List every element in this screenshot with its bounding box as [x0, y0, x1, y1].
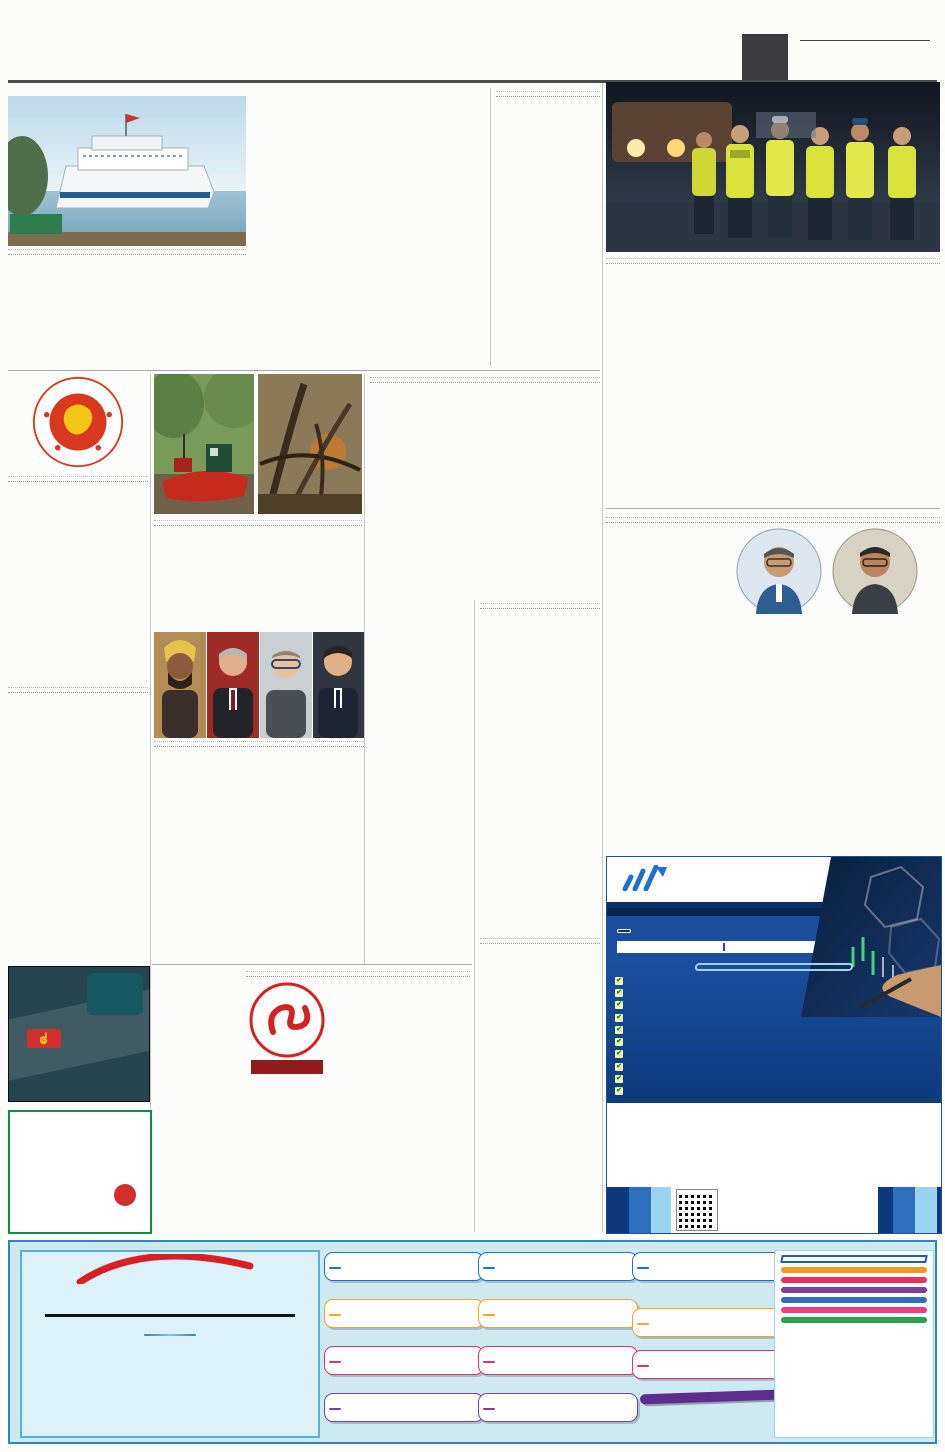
check-icon: ✔	[616, 1062, 622, 1070]
our-services-panel	[774, 1250, 934, 1438]
service-callcenter	[781, 1287, 927, 1293]
sharebarta-badge	[114, 1184, 136, 1206]
article-arrest-body	[606, 267, 940, 415]
branch-card	[478, 1393, 638, 1422]
ny-here	[617, 929, 631, 933]
article-eid-byline	[8, 687, 148, 693]
canada-candidates-photo	[154, 632, 364, 738]
branch-card	[632, 1252, 792, 1281]
article-orion-byline	[480, 938, 600, 944]
article-orion	[480, 935, 600, 1161]
ny-service-item	[615, 1036, 933, 1048]
moshihor-ad-panel	[8, 1240, 937, 1444]
salam-group-logo	[247, 980, 327, 1076]
article-ship-body	[8, 266, 488, 338]
govt-seal	[32, 376, 124, 468]
article-taskforce-byline	[496, 91, 600, 97]
check-icon: ✔	[616, 1086, 622, 1094]
article-munshiganj-byline	[370, 377, 600, 383]
article-bcs-byline	[8, 476, 148, 482]
hand-cursor-icon: ☝	[37, 1033, 51, 1045]
article-fire-body	[154, 529, 362, 555]
article-navana	[480, 600, 600, 852]
article-igp	[606, 514, 940, 764]
article-munshiganj-body	[370, 386, 600, 528]
check-icon: ✔	[616, 1001, 622, 1009]
fireboat-photo	[154, 374, 254, 514]
ny-box1	[619, 943, 725, 951]
check-icon: ✔	[616, 1050, 622, 1058]
service-sms	[781, 1267, 927, 1273]
moshihor-head-label	[144, 1334, 196, 1336]
check-icon: ✔	[616, 977, 622, 984]
article-navana-body	[480, 612, 600, 852]
article-fire	[154, 374, 362, 557]
igp-portrait-1	[736, 528, 822, 614]
ny-service-item	[615, 1024, 933, 1036]
ny-services-title	[694, 963, 853, 971]
police-photo	[606, 82, 940, 252]
sharebarta-ad	[8, 1110, 152, 1234]
article-canada-byline	[154, 741, 364, 747]
service-homedelivery	[781, 1317, 927, 1323]
article-salam-body	[336, 980, 470, 1108]
check-icon: ✔	[616, 1013, 622, 1021]
subscribe-button[interactable]	[27, 1029, 61, 1048]
article-eid	[8, 684, 148, 856]
branch-card	[478, 1346, 638, 1375]
article-eid-body	[8, 696, 148, 854]
our-services-title	[780, 1255, 927, 1263]
article-canada-side	[372, 632, 472, 948]
branch-card	[324, 1346, 484, 1375]
ny-service-item	[615, 1073, 933, 1085]
service-web	[781, 1277, 927, 1283]
branch-card	[478, 1252, 638, 1281]
branch-card	[478, 1299, 638, 1328]
page-number-box	[742, 34, 788, 80]
branch-card	[324, 1393, 484, 1422]
branch-card	[632, 1350, 792, 1379]
article-bcs-body	[8, 485, 148, 581]
sharebarta-site	[10, 1112, 150, 1126]
ny-trading-ad	[606, 856, 942, 1234]
ny-service-item	[615, 1048, 933, 1060]
moshihor-card	[20, 1250, 320, 1438]
branch-card	[632, 1308, 792, 1337]
article-ship-byline	[8, 249, 246, 255]
service-femalews	[781, 1307, 927, 1313]
article-igp-body-right	[714, 618, 940, 760]
article-igp-byline	[606, 517, 940, 523]
moshihor-swoosh-icon	[74, 1254, 254, 1284]
article-igp-body-left	[606, 526, 706, 764]
article-ship-side	[254, 96, 486, 264]
ship-photo	[8, 96, 246, 246]
check-icon: ✔	[616, 989, 622, 997]
ny-logo-icon	[619, 865, 673, 891]
ny-service-item	[615, 1061, 933, 1073]
article-arrest	[606, 82, 940, 415]
article-taskforce	[496, 88, 600, 308]
branch-card	[324, 1299, 484, 1328]
qr-code	[677, 1190, 717, 1230]
check-icon: ✔	[616, 1038, 622, 1046]
article-navana-byline	[480, 603, 600, 609]
moshihor-promo-banner	[640, 1390, 780, 1405]
article-taskforce-body	[496, 100, 600, 308]
dptv-ad	[8, 966, 150, 1102]
article-salam-body2	[246, 1112, 470, 1190]
article-arrest-byline	[606, 258, 940, 264]
article-salam	[246, 968, 470, 1190]
article-ship	[8, 86, 488, 340]
article-canada	[154, 626, 472, 950]
check-icon: ✔	[616, 1025, 622, 1033]
article-orion-body	[480, 947, 600, 1161]
igp-portrait-2	[832, 528, 918, 614]
service-phonetrade	[781, 1297, 927, 1303]
article-salam-byline	[246, 971, 470, 977]
burnt-forest-photo	[258, 374, 362, 514]
branch-card	[324, 1252, 484, 1281]
article-bcs	[8, 376, 148, 583]
article-fire-byline	[154, 520, 362, 526]
article-munshiganj	[370, 374, 600, 530]
ny-trading-photo	[801, 857, 941, 1017]
check-icon: ✔	[616, 1074, 622, 1082]
article-canada-body	[154, 750, 364, 926]
ny-service-item	[615, 1085, 933, 1097]
